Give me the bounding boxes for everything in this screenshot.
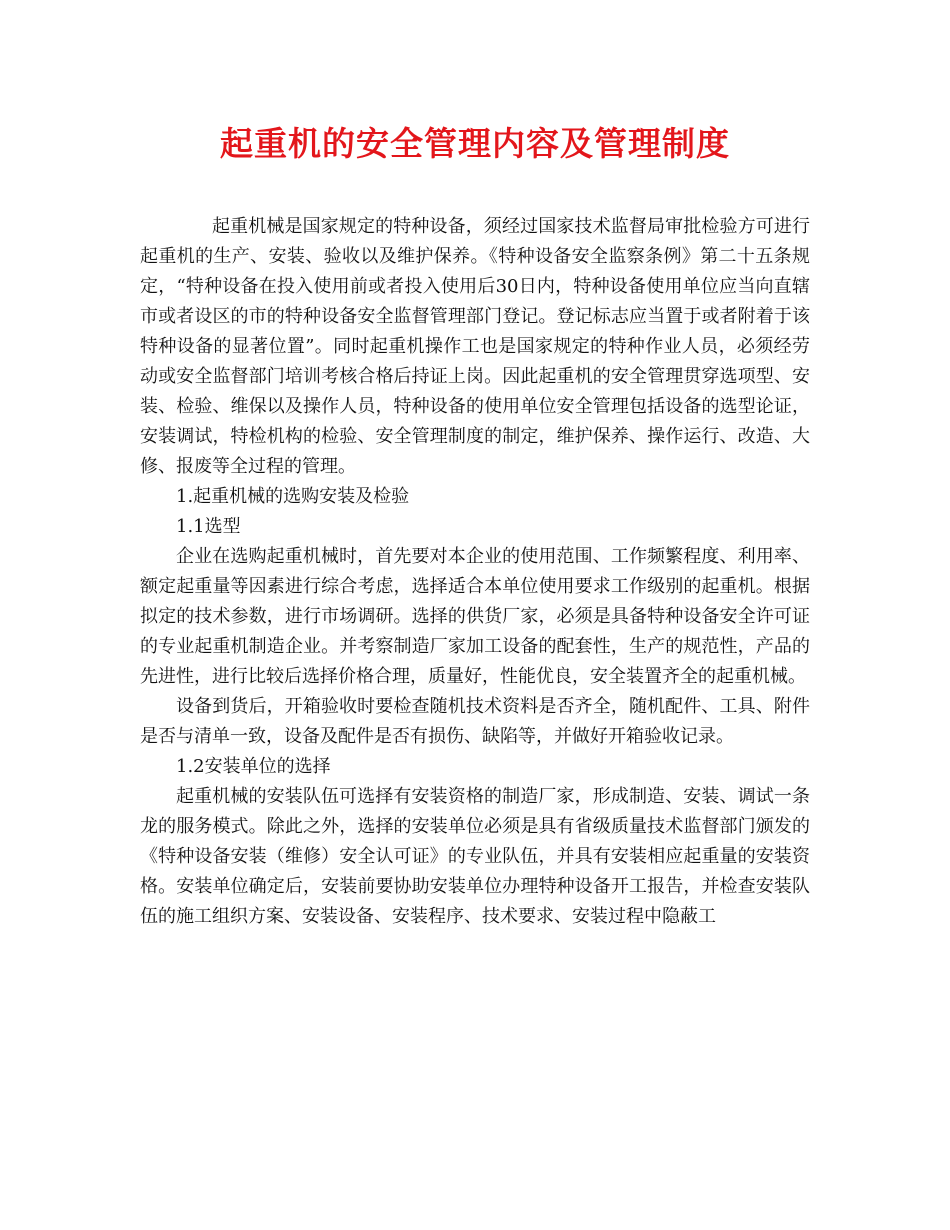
installer-selection-paragraph: 起重机械的安装队伍可选择有安装资格的制造厂家，形成制造、安装、调试一条龙的服务模式。除此之外，选择的安装单位必须是具有省级质量技术监督部门颁发的《特种设备安装（维修）安全认可证》的专业队伍，并具有安装相应起重量的安装资格。安装单位确定后，安装前要协助安装单位办理特种设备开工报告，并检查安装队伍的施工组织方案、安装设备、安装程序、技术要求、安装过程中隐蔽工 (140, 786, 810, 927)
subsection-heading-1-1: 1.1选型 (176, 516, 241, 537)
delivery-inspection-paragraph: 设备到货后，开箱验收时要检查随机技术资料是否齐全，随机配件、工具、附件是否与清单一致，设备及配件是否有损伤、缺陷等，并做好开箱验收记录。 (140, 696, 810, 747)
subsection-heading-1-2: 1.2安装单位的选择 (176, 756, 331, 777)
section-heading-1: 1.起重机械的选购安装及检验 (176, 486, 410, 507)
selection-paragraph: 企业在选购起重机械时，首先要对本企业的使用范围、工作频繁程度、利用率、额定起重量等因素进行综合考虑，选择适合本单位使用要求工作级别的起重机。根据拟定的技术参数，进行市场调研。选择的供货厂家，必须是具备特种设备安全许可证的专业起重机制造企业。并考察制造厂家加工设备的配套性，生产的规范性，产品的先进性，进行比较后选择价格合理，质量好，性能优良，安全装置齐全的起重机械。 (140, 546, 810, 687)
document-title: 起重机的安全管理内容及管理制度 (220, 124, 730, 163)
document-body (140, 212, 810, 932)
intro-paragraph: 起重机械是国家规定的特种设备，须经过国家技术监督局审批检验方可进行起重机的生产、安装、验收以及维护保养。《特种设备安全监察条例》第二十五条规定，“特种设备在投入使用前或者投入使用后30日内，特种设备使用单位应当向直辖市或者设区的市的特种设备安全监督管理部门登记。登记标志应当置于或者附着于该特种设备的显著位置”。同时起重机操作工也是国家规定的特种作业人员，必须经劳动或安全监督部门培训考核合格后持证上岗。因此起重机的安全管理贯穿选项型、安装、检验、维保以及操作人员，特种设备的使用单位安全管理包括设备的选型论证，安装调试，特检机构的检验、安全管理制度的制定，维护保养、操作运行、改造、大修、报废等全过程的管理。 (140, 216, 810, 477)
